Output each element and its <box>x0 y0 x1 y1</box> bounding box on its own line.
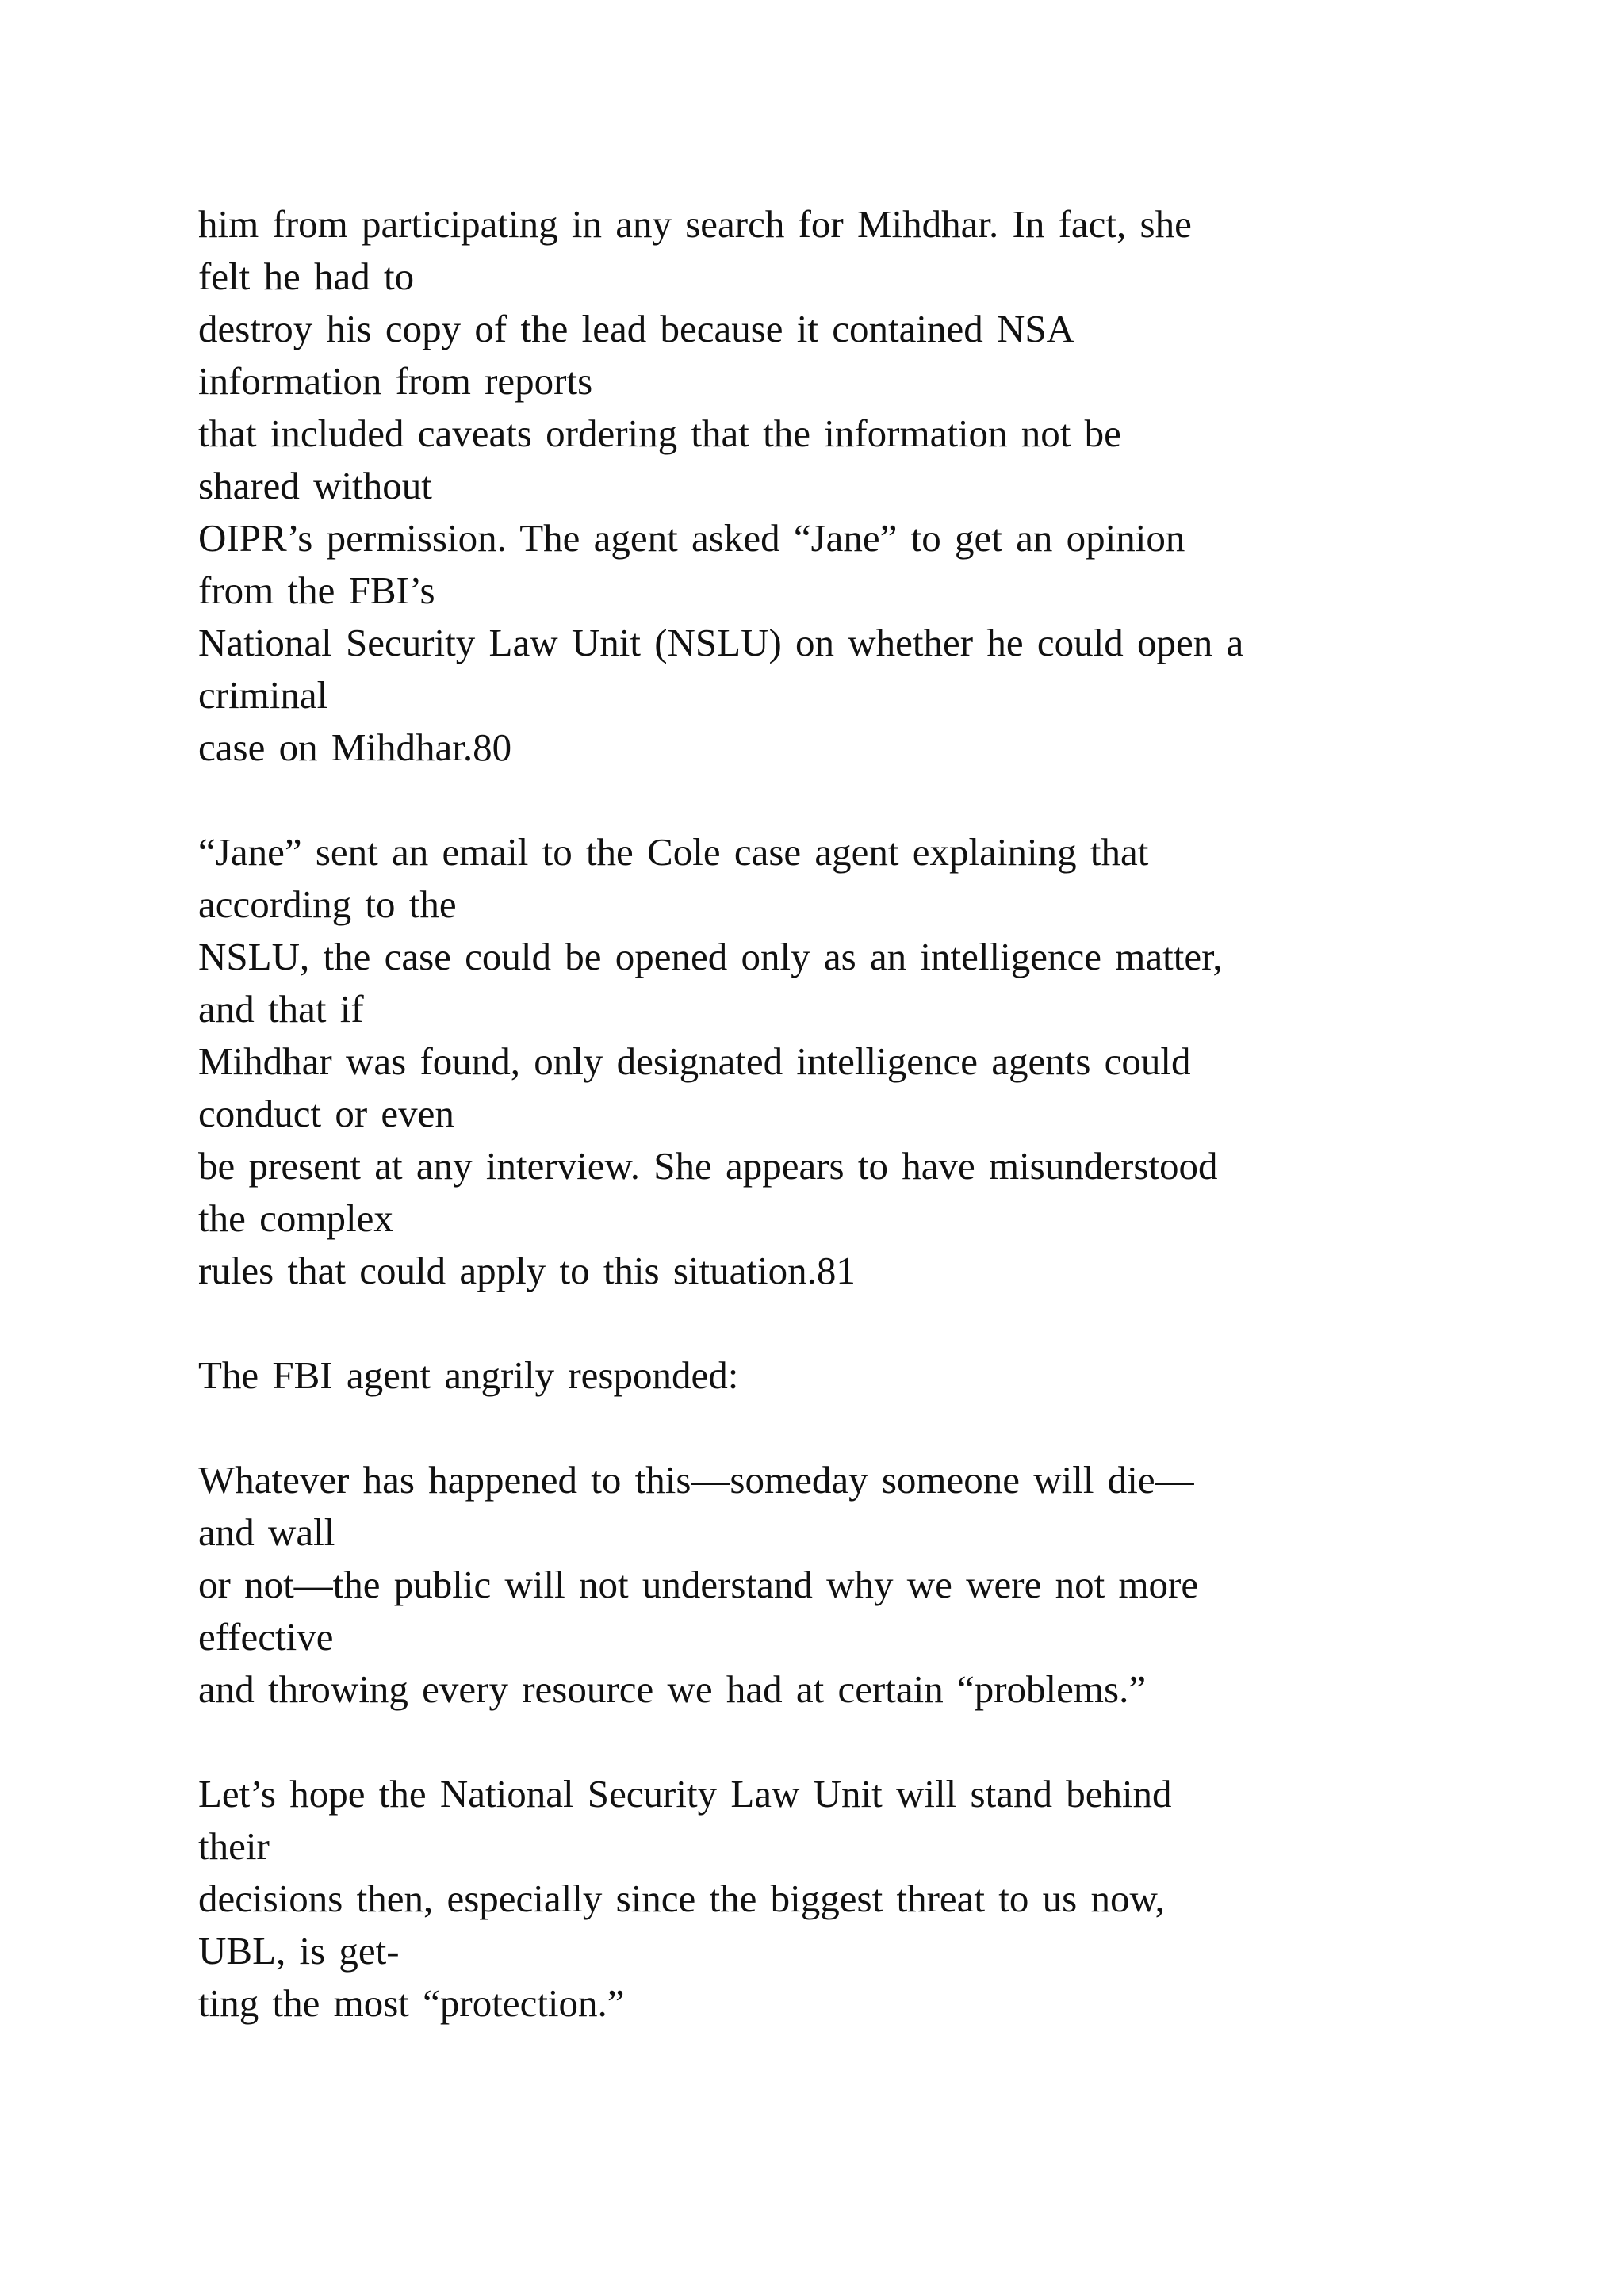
text-line: decisions then, especially since the biggest threat to us now, <box>198 1877 1165 1920</box>
text-line: and throwing every resource we had at certain “problems.” <box>198 1667 1147 1711</box>
text-line: according to the <box>198 882 457 926</box>
text-line: National Security Law Unit (NSLU) on whether he could open a <box>198 621 1244 664</box>
text-line: ting the most “protection.” <box>198 1981 625 2025</box>
paragraph-gap <box>198 1297 1467 1349</box>
text-line: “Jane” sent an email to the Cole case agent explaining that <box>198 830 1149 874</box>
text-line: information from reports <box>198 359 593 403</box>
text-line: or not—the public will not understand why we were not more <box>198 1563 1199 1606</box>
text-line: Mihdhar was found, only designated intelligence agents could <box>198 1039 1191 1083</box>
text-line: from the FBI’s <box>198 568 435 612</box>
text-line: that included caveats ordering that the information not be <box>198 411 1121 455</box>
text-line: case on Mihdhar.80 <box>198 725 512 769</box>
text-line: their <box>198 1824 270 1868</box>
paragraph-gap <box>198 1402 1467 1454</box>
paragraph-gap <box>198 1716 1467 1768</box>
text-line: him from participating in any search for Mihdhar. In fact, she <box>198 202 1192 246</box>
text-line: Let’s hope the National Security Law Unit will stand behind <box>198 1772 1172 1816</box>
text-line: destroy his copy of the lead because it contained NSA <box>198 307 1075 350</box>
text-line: UBL, is get- <box>198 1929 400 1973</box>
text-line: Whatever has happened to this—someday someone will die— <box>198 1458 1194 1502</box>
text-line: and that if <box>198 987 364 1031</box>
text-line: the complex <box>198 1196 393 1240</box>
text-line: rules that could apply to this situation.81 <box>198 1249 856 1292</box>
body-text <box>198 198 1467 2030</box>
text-line: conduct or even <box>198 1092 454 1135</box>
text-line: NSLU, the case could be opened only as an intelligence matter, <box>198 935 1223 978</box>
text-line: be present at any interview. She appears to have misunderstood <box>198 1144 1218 1188</box>
text-line: shared without <box>198 464 432 507</box>
text-line: and wall <box>198 1510 335 1554</box>
text-line: criminal <box>198 673 328 717</box>
paragraph-gap <box>198 774 1467 826</box>
text-line: effective <box>198 1615 334 1659</box>
text-line: felt he had to <box>198 254 415 298</box>
text-line: OIPR’s permission. The agent asked “Jane” to get an opinion <box>198 516 1185 560</box>
text-line: The FBI agent angrily responded: <box>198 1353 739 1397</box>
